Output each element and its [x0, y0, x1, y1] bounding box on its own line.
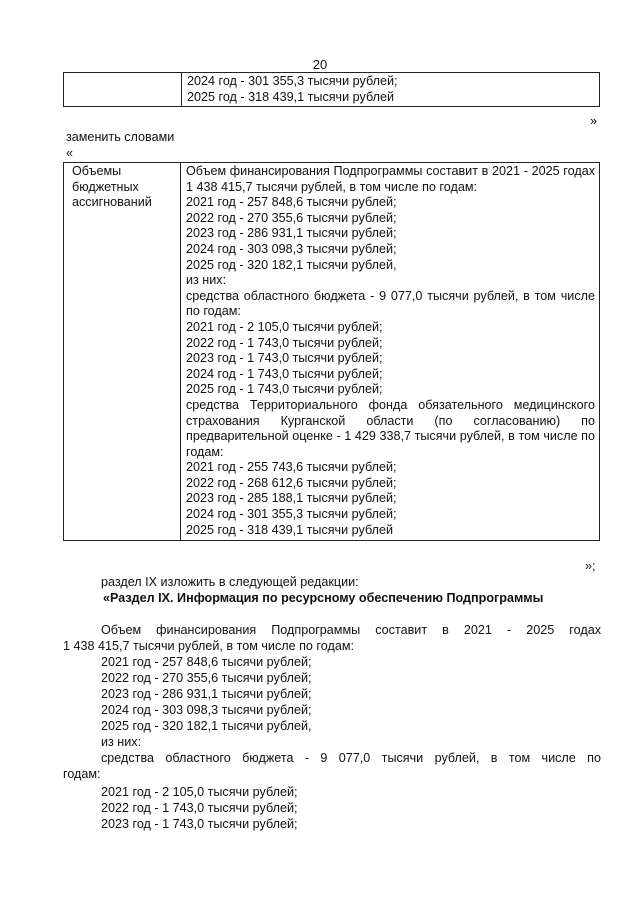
- closing-quote: »: [590, 114, 598, 128]
- body-years-total: [101, 654, 312, 750]
- body-intro-line: Объем финансирования Подпрограммы составит в 2021 - 2025 годах: [101, 623, 601, 637]
- year-line: 2024 год - 301 355,3 тысячи рублей;: [187, 74, 398, 88]
- year-line: 2025 год - 320 182,1 тысячи рублей,: [186, 257, 397, 272]
- year-line: 2023 год - 1 743,0 тысячи рублей;: [186, 351, 383, 366]
- year-line: 2025 год - 318 439,1 тысячи рублей: [187, 89, 394, 104]
- body-years-regional: [101, 784, 297, 832]
- section-heading: «Раздел IX. Информация по ресурсному обеспечению Подпрограммы: [103, 591, 544, 605]
- financing-intro: Объем финансирования Подпрограммы составит в 2021 - 2025 годах 1 438 415,7 тысячи рублей, в том числе по годам:: [186, 164, 595, 194]
- table-row: [64, 73, 600, 107]
- budget-allocation-table: [63, 162, 600, 541]
- body-regional-line: годам:: [63, 767, 101, 781]
- year-line: 2021 год - 2 105,0 тысячи рублей;: [186, 319, 383, 334]
- table-cell-label: [64, 163, 181, 541]
- year-line: 2021 год - 2 105,0 тысячи рублей;: [101, 785, 298, 799]
- year-line: 2022 год - 1 743,0 тысячи рублей;: [101, 801, 298, 815]
- previous-table-fragment: [63, 72, 600, 107]
- body-intro-line: 1 438 415,7 тысячи рублей, в том числе по годам:: [63, 639, 354, 653]
- year-line: 2022 год - 268 612,6 тысячи рублей;: [186, 475, 397, 490]
- year-line: 2024 год - 303 098,3 тысячи рублей;: [186, 241, 397, 256]
- insurance-fund-intro: средства Территориального фонда обязательного медицинского страхования Курганской области (по согласованию) по предварительной оценке - 1 429 338,7 тысячи рублей, в том числе по годам:: [186, 397, 595, 459]
- year-line: 2022 год - 270 355,6 тысячи рублей;: [101, 671, 312, 685]
- closing-quote-semicolon: »;: [585, 559, 596, 573]
- year-line: 2021 год - 255 743,6 тысячи рублей;: [186, 460, 397, 475]
- year-line: 2024 год - 303 098,3 тысячи рублей;: [101, 703, 312, 717]
- year-line: 2023 год - 286 931,1 тысячи рублей;: [101, 687, 312, 701]
- table-row: [64, 163, 600, 541]
- of-them-label: из них:: [186, 273, 227, 288]
- year-line: 2022 год - 1 743,0 тысячи рублей;: [186, 335, 383, 350]
- replace-phrase: заменить словами: [66, 130, 175, 144]
- row-label: Объемы бюджетных ассигнований: [72, 164, 152, 210]
- year-line: 2025 год - 1 743,0 тысячи рублей;: [186, 382, 383, 397]
- table-cell-right: [182, 73, 600, 107]
- year-line: 2021 год - 257 848,6 тысячи рублей;: [101, 655, 312, 669]
- year-line: 2023 год - 1 743,0 тысячи рублей;: [101, 817, 298, 831]
- table-cell-left-empty: [64, 73, 182, 107]
- opening-quote: «: [66, 146, 74, 160]
- year-line: 2024 год - 1 743,0 тысячи рублей;: [186, 366, 383, 381]
- page-number: 20: [312, 57, 328, 72]
- section-instruction: раздел IX изложить в следующей редакции:: [101, 575, 359, 589]
- regional-budget-intro: средства областного бюджета - 9 077,0 тысячи рублей, в том числе по годам:: [186, 288, 595, 319]
- of-them-label: из них:: [101, 735, 142, 749]
- year-line: 2023 год - 286 931,1 тысячи рублей;: [186, 226, 397, 241]
- year-line: 2024 год - 301 355,3 тысячи рублей;: [186, 507, 397, 522]
- body-regional-line: средства областного бюджета - 9 077,0 тысячи рублей, в том числе по: [101, 751, 601, 765]
- table-cell-content: [181, 163, 600, 541]
- year-line: 2025 год - 318 439,1 тысячи рублей: [186, 522, 393, 537]
- year-line: 2023 год - 285 188,1 тысячи рублей;: [186, 491, 397, 506]
- year-line: 2022 год - 270 355,6 тысячи рублей;: [186, 210, 397, 225]
- year-line: 2021 год - 257 848,6 тысячи рублей;: [186, 195, 397, 210]
- year-line: 2025 год - 320 182,1 тысячи рублей,: [101, 719, 312, 733]
